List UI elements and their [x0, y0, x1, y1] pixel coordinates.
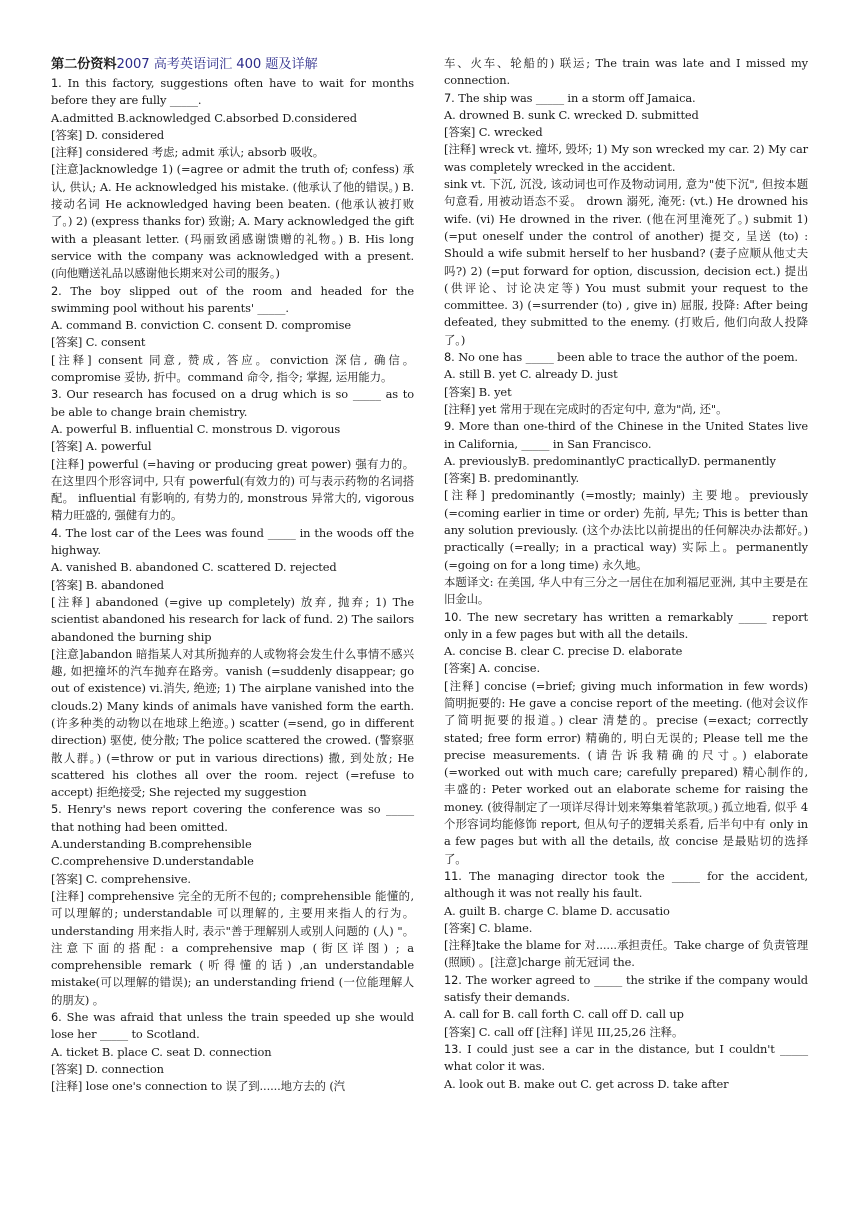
text-line [444, 366, 808, 383]
question-number: 7. [444, 90, 455, 105]
question-stem [444, 418, 808, 453]
paragraph-text: [注释] consent 同意, 赞成, 答应。conviction 深信, 确信。compromise 妥协, 折中。command 命令, 指令; 掌握, 运用能力。 [51, 352, 414, 385]
paragraph-text: A. powerful B. influential C. monstrous D. vigorous [51, 421, 341, 436]
question-stem [444, 972, 808, 1007]
text-line [51, 110, 414, 127]
text-line [444, 920, 808, 937]
paragraph-text: A. command B. conviction C. consent D. compromise [51, 318, 351, 333]
question-number: 2. [51, 283, 62, 298]
paragraph-text: Henry's news report covering the conference was so _____ that nothing had been omitted. [51, 802, 414, 834]
question-number: 1. [51, 76, 62, 90]
text-line [444, 176, 808, 349]
paragraph-text: She was afraid that unless the train speeded up she would lose her _____ to Scotland. [51, 1010, 414, 1042]
paragraph-text: [注释] abandoned (=give up completely) 放弃, 抛弃; 1) The scientist abandoned his research for lack of fund. 2) The sailors abandoned the burning ship [51, 594, 414, 644]
paragraph-text: A.understanding B.comprehensible [51, 837, 252, 852]
paragraph-text: [答案] B. predominantly. [444, 471, 579, 486]
text-line [51, 853, 414, 870]
question-stem [51, 386, 414, 421]
paragraph-text: [注意]abandon 暗指某人对其所抛弃的人或物将会发生什么事情不感兴趣, 如把撞坏的汽车抛弃在路旁。vanish (=suddenly disappear; go out of existence) vi.消失, 绝迹; 1) The airplane vanished into the clouds.2) Many kinds of animals have vanished form the earth. (许多种类的动物以在地球上绝迹。) scatter (=send, go in different direction) 驱使, 使分散; The police scattered the crowed. (警察驱散人群。) (=throw or put in various directions) 撒, 到处放; He scattered his clothes all over the room. reject (=refuse to accept) 拒绝接受; She rejected my suggestion [51, 646, 414, 800]
paragraph-text: A. ticket B. place C. seat D. connection [51, 1044, 272, 1059]
text-line [444, 487, 808, 573]
paragraph-text: C.comprehensive D.understandable [51, 854, 254, 869]
text-line [444, 1024, 808, 1041]
paragraph-text: [答案] C. call off [注释] 详见 III,25,26 注释。 [444, 1024, 684, 1039]
paragraph-text: [答案] A. powerful [51, 439, 152, 454]
text-line [444, 470, 808, 487]
question-stem [51, 75, 414, 110]
text-line [51, 161, 414, 282]
text-line [51, 127, 414, 144]
paragraph-text: A. concise B. clear C. precise D. elaborate [444, 644, 683, 659]
paragraph-text: No one has _____ been able to trace the author of the poem. [454, 350, 798, 365]
question-stem [444, 90, 808, 107]
paragraph-text: [答案] B. abandoned [51, 577, 164, 592]
text-line [444, 903, 808, 920]
question-number: 9. [444, 419, 455, 434]
text-line [444, 124, 808, 141]
paragraph-text: A. vanished B. abandoned C. scattered D. rejected [51, 560, 337, 575]
paragraph-text: [答案] C. wrecked [444, 125, 543, 140]
paragraph-text: More than one-third of the Chinese in the United States live in California, _____ in San Francisco. [444, 419, 808, 451]
text-line [51, 594, 414, 646]
question-stem [51, 801, 414, 836]
question-number: 5. [51, 802, 62, 817]
question-stem [444, 609, 808, 644]
title-bold-part: 第二份资料 [51, 57, 117, 72]
text-line [51, 352, 414, 387]
paragraph-text: The lost car of the Lees was found _____ in the woods off the highway. [51, 525, 414, 558]
paragraph-text: A. look out B. make out C. get across D. take after [444, 1076, 729, 1091]
text-line [51, 317, 414, 334]
text-line [444, 141, 808, 176]
question-number: 10. [444, 609, 462, 624]
text-line [51, 836, 414, 853]
text-line [444, 643, 808, 660]
paragraph-text: A. call for B. call forth C. call off D. call up [444, 1007, 684, 1022]
paragraph-text: The managing director took the _____ for the accident, although it was not really his fault. [444, 868, 808, 901]
paragraph-text: [答案] B. yet [444, 384, 512, 399]
text-line [444, 1006, 808, 1023]
question-number: 3. [51, 387, 62, 402]
paragraph-text: [注释] concise (=brief; giving much information in few words) 简明扼要的: He gave a concise report of the meeting. (他对会议作了简明扼要的报道。) clear 清楚的。precise (=exact; correctly stated; free form error) 精确的, 明白无误的; Please tell me the precise measurements. (请告诉我精确的尺寸。) elaborate (=worked out with much care; carefully prepared) 精心制作的, 丰盛的: Peter worked out an elaborate scheme for raising the money. (彼得制定了一项详尽得计划来筹集着笔款项。) 孤立地看, 似乎 4 个形容词均能修饰 report, 但从句子的逻辑关系看, 后半句中有 only in a few pages but with all the details, 故 concise 是最贴切的选择了。 [444, 678, 808, 866]
paragraph-text: [答案] C. blame. [444, 920, 533, 935]
question-number: 4. [51, 525, 62, 540]
text-line [444, 937, 808, 972]
question-stem [444, 1041, 808, 1076]
text-line [51, 334, 414, 351]
paragraph-text: [注释] yet 常用于现在完成时的否定句中, 意为"尚, 还"。 [444, 401, 728, 416]
paragraph-text: I could just see a car in the distance, but I couldn't _____ what color it was. [444, 1041, 808, 1074]
title-rest-part: 2007 高考英语词汇 400 题及详解 [116, 57, 318, 72]
question-number: 8. [444, 350, 455, 365]
paragraph-text: A. drowned B. sunk C. wrecked D. submitted [444, 107, 699, 122]
paragraph-text: sink vt. 下沉, 沉没, 该动词也可作及物动词用, 意为"使下沉", 但按本题句意看, 用被动语态不妥。 drown 溺死, 淹死: (vt.) He drowned his wife. (vi) He drowned in the river. (他在河里淹死了。) submit 1) (=put oneself under the control of another) 提交, 呈送 (to) : Should a wife submit herself to her husband? (妻子应顺从他丈夫吗?) 2) (=put forward for option, discussion, decision ect.) 提出 (供评论、讨论决定等) You must submit your request to the committee. 3) (=surrender (to) , give in) 屈服, 投降: After being defeated, they submitted to the enemy. (打败后, 他们向敌人投降了。) [444, 177, 808, 347]
text-line [444, 660, 808, 677]
text-line [51, 1044, 414, 1061]
text-line [51, 577, 414, 594]
text-line [444, 453, 808, 470]
paragraph-text: [答案] C. consent [51, 335, 146, 350]
paragraph-text: [注释] comprehensive 完全的无所不包的; comprehensible 能懂的, 可以理解的; understandable 可以理解的, 主要用来指人的行为。understanding 用来指人时, 表示"善于理解别人或别人问题的 (人) "。注意下面的搭配: a comprehensive map (街区详图) ; a comprehensible remark (听得懂的话) ,an understandable mistake(可以理解的错误); an understanding friend (一位能理解人的朋友) 。 [51, 888, 414, 1007]
text-line [51, 438, 414, 455]
paragraph-text: [注释] wreck vt. 撞坏, 毁坏; 1) My son wrecked my car. 2) My car was completely wrecked in the accident. [444, 142, 808, 174]
text-line [51, 888, 414, 1009]
paragraph-text: A. still B. yet C. already D. just [444, 367, 618, 382]
paragraph-text: In this factory, suggestions often have to wait for months before they are fully _____. [51, 76, 414, 108]
paragraph-text: 车、火车、轮船的) 联运; The train was late and I missed my connection. [444, 56, 808, 88]
paragraph-text: 本题译文: 在美国, 华人中有三分之一居住在加利福尼亚洲, 其中主要是在旧金山。 [444, 574, 808, 607]
paragraph-text: [注释] lose one's connection to 误了到......地方去的 (汽 [51, 1079, 345, 1094]
text-line [51, 1078, 414, 1095]
text-line [444, 1076, 808, 1093]
paragraph-text: A.admitted B.acknowledged C.absorbed D.considered [51, 110, 357, 125]
text-line [444, 107, 808, 124]
question-stem [51, 1009, 414, 1044]
paragraph-text: A. guilt B. charge C. blame D. accusatio [444, 903, 670, 918]
paragraph-text: Our research has focused on a drug which is so _____ as to be able to change brain chemistry. [51, 387, 414, 419]
text-line [51, 421, 414, 438]
question-number: 13. [444, 1041, 462, 1056]
text-line [444, 574, 808, 609]
page-title [51, 55, 414, 74]
paragraph-text: The new secretary has written a remarkably _____ report only in a few pages but with all the details. [444, 609, 808, 641]
paragraph-text: [答案] C. comprehensive. [51, 871, 191, 886]
question-number: 6. [51, 1010, 62, 1025]
paragraph-text: The ship was _____ in a storm off Jamaica. [454, 90, 696, 105]
paragraph-text: [注释] predominantly (=mostly; mainly) 主要地。previously (=coming earlier in time or order) 先前, 早先; This is better than any solution previously. (这个办法比以前提出的任何解决办法都好。) practically (=really; in a practical way) 实际上。permanently (=going on for a long time) 永久地。 [444, 488, 808, 572]
text-line [444, 384, 808, 401]
paragraph-text: [答案] A. concise. [444, 661, 540, 676]
text-line [51, 144, 414, 161]
question-stem [51, 283, 414, 318]
text-line [444, 678, 808, 868]
question-number: 12. [444, 972, 462, 987]
paragraph-text: A. previouslyB. predominantlyC practicallyD. permanently [444, 453, 776, 468]
text-line [51, 871, 414, 888]
text-line [444, 401, 808, 418]
paragraph-text: [注释] powerful (=having or producing great power) 强有力的。在这里四个形容词中, 只有 powerful(有效力的) 可与表示药物的名词搭配。 influential 有影响的, 有势力的, monstrous 异常大的, vigorous 精力旺盛的, 强健有力的。 [51, 456, 414, 523]
text-line [51, 646, 414, 802]
question-number: 11. [444, 868, 462, 883]
left-column [51, 55, 414, 1096]
question-stem [444, 349, 808, 366]
paragraph-text: [注意]acknowledge 1) (=agree or admit the truth of; confess) 承认, 供认; A. He acknowledged his mistake. (他承认了他的错误。) B. 接动名词 He acknowledged having been beaten. (他承认被打败了。) 2) (express thanks for) 致谢; A. Mary acknowledged the gift with a pleasant letter. (玛丽致函感谢馈赠的礼物。) B. His long service with the company was acknowledged with a present. (向他赠送礼品以感谢他长期来对公司的服务。) [51, 162, 414, 281]
text-line [51, 559, 414, 576]
right-column [444, 55, 808, 1093]
paragraph-text: [答案] D. connection [51, 1061, 164, 1076]
paragraph-text: [注释]take the blame for 对......承担责任。Take charge of 负责管理 (照顾) 。[注意]charge 前无冠词 the. [444, 938, 808, 970]
text-line [51, 1061, 414, 1078]
paragraph-text: The worker agreed to _____ the strike if the company would satisfy their demands. [444, 972, 808, 1005]
paragraph-text: [注释] considered 考虑; admit 承认; absorb 吸收。 [51, 145, 325, 160]
question-stem [444, 868, 808, 903]
paragraph-text: [答案] D. considered [51, 127, 165, 142]
text-line [51, 456, 414, 525]
paragraph-text: The boy slipped out of the room and headed for the swimming pool without his parents' _____. [51, 283, 414, 315]
question-stem [51, 525, 414, 560]
text-line [444, 55, 808, 90]
